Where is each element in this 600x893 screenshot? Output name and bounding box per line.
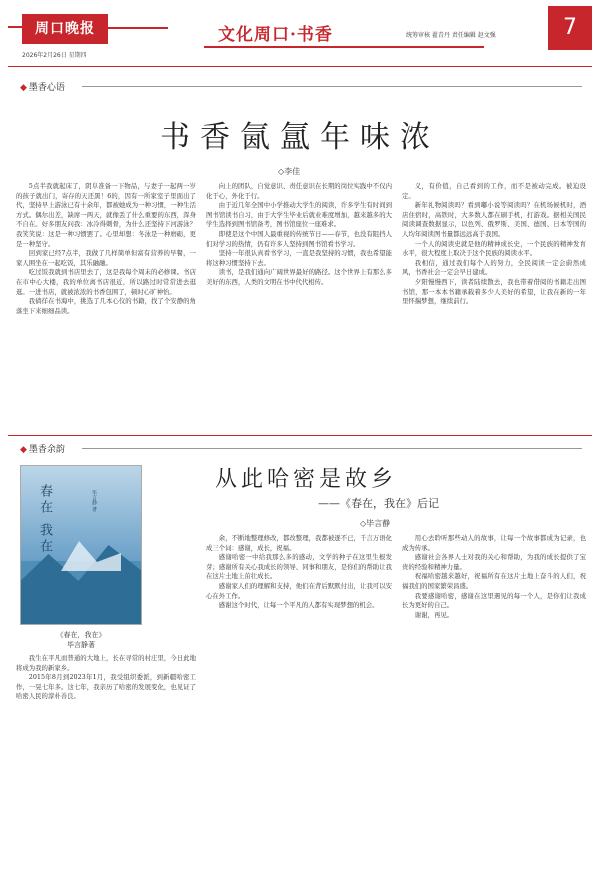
paragraph: 余，不断地整理修改，都改整理，我都被逐不已，千言万语化成三个词：感谢，成长，祝福。 — [206, 534, 392, 552]
paragraph: 我生在平凡而普通的大地上，长在寻常的村庄里，今日此地将成为我的新家乡。 — [16, 654, 196, 672]
paragraph: 我相信，通过我们每个人的努力，全民阅读一定会蔚然成风，书香社会一定会早日建成。 — [402, 258, 586, 277]
article2-subtitle: ——《春在，我在》后记 — [318, 497, 439, 510]
masthead-logo: 周口晚报 — [22, 14, 108, 44]
paragraph: 5点半我就起床了，阴阜准备一下物品，与妻子一起两一岁的孩子就出门，寄存的天还黑！6的，因有一所家室子里面出了代，坚持早上游泳已有十余年，都被她成为一种习惯，一种生活方式。偶尔出差，缺席一两天，就像丢了什么重要的东西，浑身不自在。好多朋友问我：冰冷得刺骨，为什么还坚持下河游泳？我笑笑说：这是一种习惯罢了。心里却想：冬泳是一种磨砺，更是一种坚守。 — [16, 182, 196, 248]
paragraph: 2015年8月到2023年1月，我受组织委派，到新疆哈密工作，一晃七年多。这七年，我亲历了哈密的发展变化，也见证了哈密人民的淳朴善良。 — [16, 673, 196, 701]
article1-column-2 — [206, 182, 392, 427]
paragraph: 即使是这个中国人最重视的传统节日——春节，也没有阻挡人们对学习的热情，仍有许多人坚持到图书馆看书学习。 — [206, 229, 392, 248]
article2-column-3 — [402, 534, 586, 882]
paragraph: 祝福哈密越来越好，祝福所有在这片土地上奋斗的人们，祝福我们的国家繁荣昌盛。 — [402, 572, 586, 590]
paragraph: 感谢哈密一中给我那么多的感动，文学的种子在这里生根发芽；感谢所有关心我成长的领导、同事和朋友，是你们的帮助让我在这片土地上茁壮成长。 — [206, 553, 392, 581]
article2-title: 从此哈密是故乡 — [215, 467, 398, 492]
paragraph: 我要感谢哈密，感谢在这里遇见的每一个人，是你们让我成长为更好的自己。 — [402, 591, 586, 610]
title-rule — [204, 46, 484, 48]
paragraph: 坚持一年很认真看书学习，一直是我坚持的习惯，我也希望能将这种习惯坚持下去。 — [206, 249, 392, 267]
paragraph: 我徜徉在书海中，挑选了几本心仪的书籍，找了个安静的角落坐下来细细品读。 — [16, 297, 196, 315]
editors-credit: 统筹审核 翟青丹 责任编辑 赵文强 — [406, 32, 496, 39]
paragraph: 向上的团队，自觉意识、责任意识在长期的岗位实践中不仅内化于心，外化于行。 — [206, 182, 392, 200]
section-divider-1 — [82, 86, 582, 87]
article1-column-1 — [16, 182, 196, 427]
paragraph: 由于近几年全国中小学推动大学生的阅读，许多学生有时间到图书馆读书自习，由于大学生毕业后就业难度增加，越来越多的大学生选择到图书馆备考，图书馆座位一座难求。 — [206, 201, 392, 229]
paragraph: 新年礼物阅读吗？看到嘟小说等阅读吗？在机场候机时，酒店住宿时，高铁时，大多数人都在刷手机，打游戏。据相关国民阅读调查数据显示，以色列、俄罗斯、美国、德国、日本等国的人均年阅读图书量都远远高于我国。 — [402, 201, 586, 238]
paragraph: 谢谢，再见。 — [414, 610, 454, 619]
paragraph: 读书，是我们通向广阔世界最好的路径。这个世界上有那么多美好的东西，人类的文明在书中代代相传。 — [206, 268, 392, 286]
masthead-rule — [108, 27, 168, 29]
paragraph: 夕阳慢慢西下，读者陆续散去，我也带着借阅的书籍走出图书馆，那一本本书籍承载着多少人美好的希望，让我在新的一年里怀揣梦想，继续前行。 — [402, 277, 586, 306]
masthead-decoration — [8, 26, 22, 28]
paragraph: 回到家已经7点半，我做了几样简单但富有营养的早餐，一家人围坐在一起吃饭，其乐融融。 — [16, 249, 196, 267]
section-tag-1: ◆ 墨香心语 — [20, 83, 65, 93]
article1-column-3 — [402, 182, 586, 427]
paragraph: 吃过饭我就到书店里去了，这是我每个周末的必修课。书店在市中心大楼，我的单位离书店很近，所以路过时常常进去逛逛。一进书店，就被浓浓的书香包围了，顿时心旷神怡。 — [16, 268, 196, 296]
page-number: 7 — [548, 6, 592, 50]
paragraph: 一个人的阅读史就是他的精神成长史，一个民族的精神发育水平，很大程度上取决于这个民族的阅读水平。 — [402, 239, 586, 258]
paragraph: 感谢这个时代，让每一个平凡的人都有实现梦想的机会。 — [218, 601, 379, 610]
section-tag-2: ◆ 墨香余韵 — [20, 445, 65, 455]
article2-column-1 — [16, 654, 196, 882]
paragraph: 感谢家人们的理解和支持，他们在背后默默付出，让我可以安心在外工作。 — [206, 581, 392, 600]
paragraph: 感谢社会各界人士对我的关心和帮助，为我的成长提供了宝贵的经验和精神力量。 — [402, 553, 586, 571]
caption-author: 毕言静著 — [67, 641, 95, 649]
header-divider — [8, 66, 592, 67]
paragraph: 用心去聆听那些动人的故事，让每一个故事都成为记录，也成为传承。 — [402, 534, 586, 552]
book-cover-title: 春在 我在 — [37, 484, 52, 556]
paragraph: 义，有价值，自己看到的工作，而不是被动完成。被迫设定。 — [402, 182, 586, 200]
book-caption — [20, 630, 142, 650]
issue-date: 2026年2月26日 星期四 — [22, 52, 87, 59]
caption-title: 《春在，我在》 — [56, 631, 106, 639]
book-cover-author: 毕言静 著 — [91, 490, 97, 512]
article1-author: ◇李佳 — [278, 167, 301, 176]
article2-author: ◇毕言静 — [360, 519, 391, 528]
book-cover-image — [20, 465, 142, 625]
section-divider-2 — [82, 448, 582, 449]
page-header — [8, 6, 592, 64]
article1-title: 书香氤氲年味浓 — [160, 120, 440, 155]
page-title: 文化周口·书香 — [218, 25, 333, 45]
article2-column-2 — [206, 534, 392, 882]
